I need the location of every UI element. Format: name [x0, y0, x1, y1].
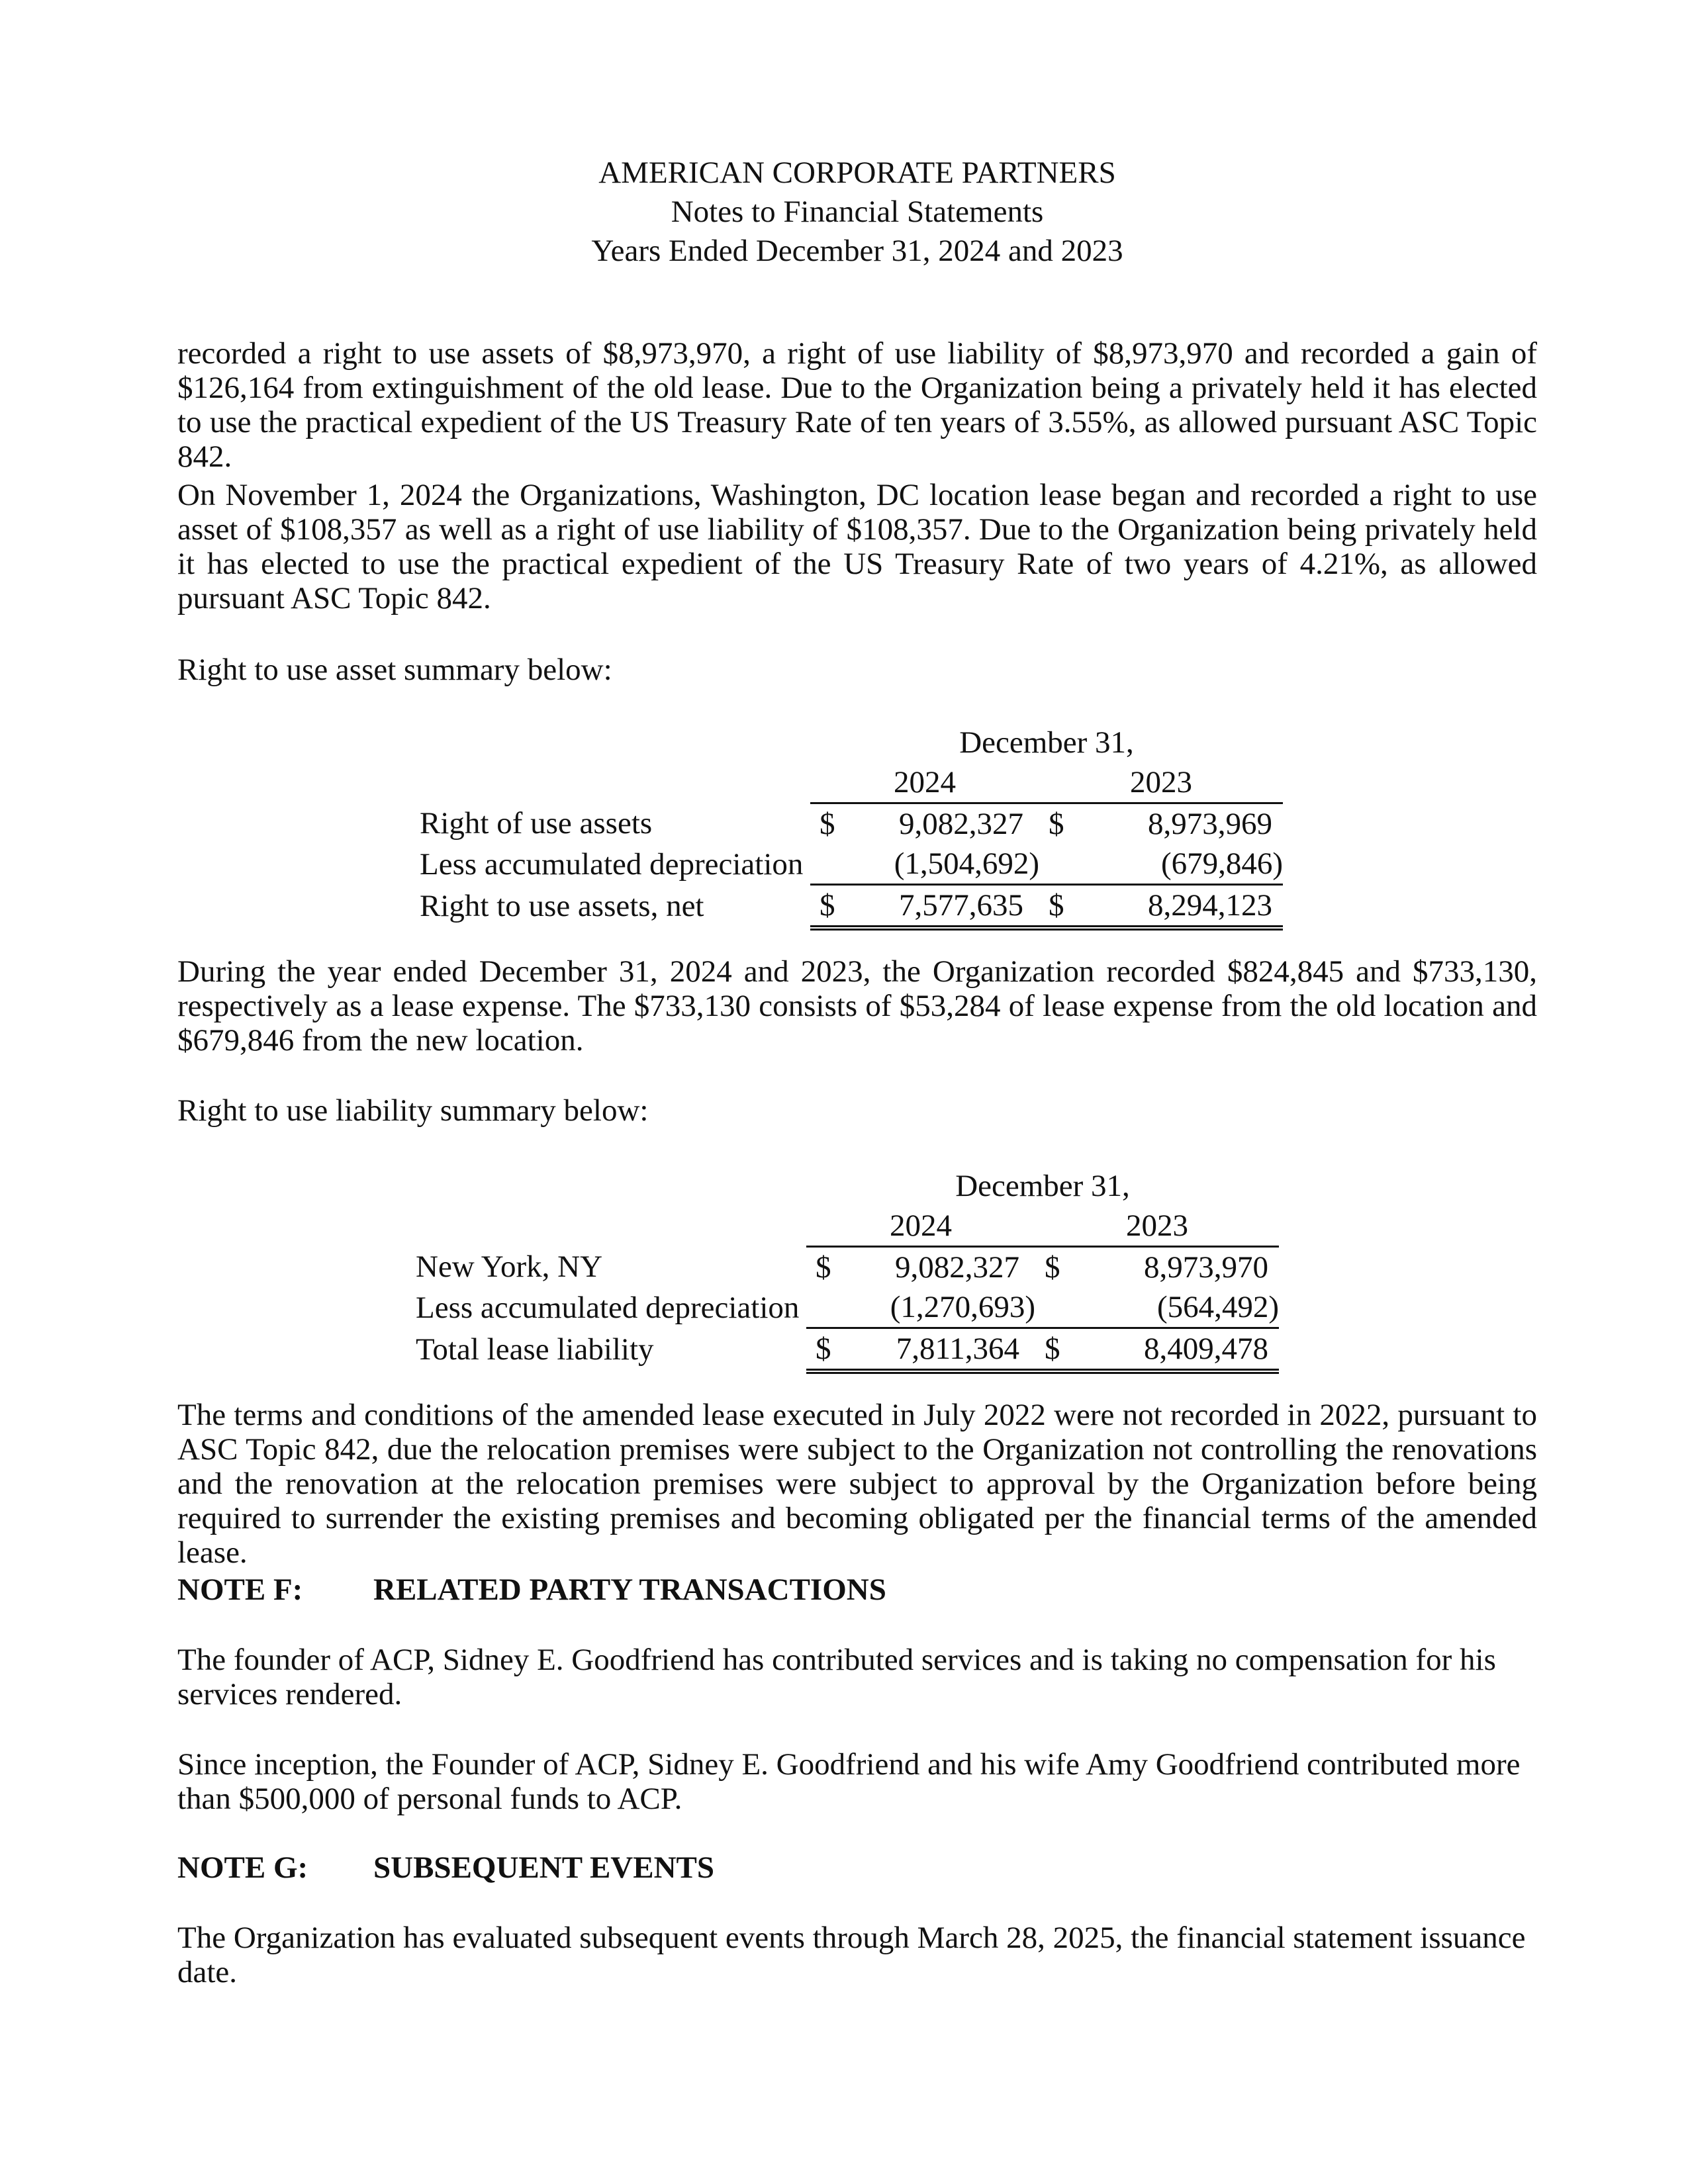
document-title: Notes to Financial Statements — [671, 195, 1044, 229]
currency-symbol: $ — [806, 1328, 854, 1372]
asset-summary-table — [420, 723, 1283, 931]
value-2023: 8,973,970 — [1144, 1250, 1268, 1285]
currency-symbol — [810, 844, 858, 885]
value-2023: 8,409,478 — [1083, 1328, 1279, 1372]
currency-symbol: $ — [820, 807, 835, 841]
note-g-title: SUBSEQUENT EVENTS — [373, 1850, 715, 1885]
table-period-row — [416, 1166, 1279, 1206]
currency-symbol: $ — [1035, 1328, 1083, 1372]
org-name: AMERICAN CORPORATE PARTNERS — [598, 156, 1116, 190]
value-2024: 9,082,327 — [899, 807, 1023, 841]
note-f-paragraph-2: Since inception, the Founder of ACP, Sidney E. Goodfriend and his wife Amy Goodfriend contributed more than $500,000 of personal funds to ACP. — [177, 1747, 1521, 1816]
value-2024: 7,577,635 — [858, 885, 1039, 929]
table-total-row — [416, 1328, 1279, 1372]
liability-summary-intro: Right to use liability summary below: — [177, 1093, 649, 1128]
currency-symbol: $ — [816, 1250, 831, 1285]
value-2024: 9,082,327 — [895, 1250, 1019, 1285]
year-2023-header: 2023 — [1039, 762, 1283, 803]
reporting-period: Years Ended December 31, 2024 and 2023 — [591, 234, 1123, 268]
value-2024: (1,504,692) — [858, 844, 1039, 885]
table-year-row — [416, 1206, 1279, 1247]
currency-symbol: $ — [810, 885, 858, 929]
note-f-title: RELATED PARTY TRANSACTIONS — [373, 1572, 886, 1607]
currency-symbol: $ — [1049, 807, 1064, 841]
table-year-row — [420, 762, 1283, 803]
period-header: December 31, — [959, 725, 1134, 760]
row-label: Total lease liability — [416, 1332, 654, 1367]
note-f-number: NOTE F: — [177, 1572, 303, 1607]
note-g-paragraph: The Organization has evaluated subsequent events through March 28, 2025, the financial statement issuance date. — [177, 1921, 1526, 1989]
value-2023: 8,294,123 — [1087, 885, 1283, 929]
note-g-heading — [177, 1850, 714, 1885]
currency-symbol — [1035, 1287, 1083, 1328]
currency-symbol — [1039, 844, 1087, 885]
year-2023-header: 2023 — [1035, 1206, 1279, 1247]
note-g-number: NOTE G: — [177, 1850, 308, 1885]
table-total-row — [420, 885, 1283, 929]
page-header — [177, 154, 1537, 271]
value-2023: 8,973,969 — [1148, 807, 1272, 841]
row-label: Less accumulated depreciation — [420, 846, 804, 882]
table-period-row — [420, 723, 1283, 762]
lease-paragraph-1: recorded a right to use assets of $8,973,970, a right of use liability of $8,973,970 and recorded a gain of $126,164 from extinguishment of the old lease. Due to the Organization being a privately held it has elected to use the practical expedient of the US Treasury Rate of ten years of 3.55%, as allowed pursuant ASC Topic 842. — [177, 336, 1537, 474]
currency-symbol — [806, 1287, 854, 1328]
period-header: December 31, — [955, 1169, 1130, 1203]
year-2024-header: 2024 — [810, 762, 1039, 803]
table-row — [420, 844, 1283, 885]
currency-symbol: $ — [1039, 885, 1087, 929]
note-f-heading — [177, 1572, 886, 1607]
value-2023: (679,846) — [1087, 844, 1283, 885]
value-2024: (1,270,693) — [854, 1287, 1035, 1328]
year-2024-header: 2024 — [806, 1206, 1035, 1247]
note-f-paragraph-1: The founder of ACP, Sidney E. Goodfriend has contributed services and is taking no compensation for his services rendered. — [177, 1643, 1496, 1711]
table-row — [420, 803, 1283, 844]
row-label: Less accumulated depreciation — [416, 1290, 800, 1325]
value-2024: 7,811,364 — [854, 1328, 1035, 1372]
table-row — [416, 1287, 1279, 1328]
row-label: Right of use assets — [420, 806, 653, 841]
value-2023: (564,492) — [1083, 1287, 1279, 1328]
lease-paragraph-2: On November 1, 2024 the Organizations, Washington, DC location lease began and recorded a right to use asset of $108,357 as well as a right of use liability of $108,357. Due to the Organization being privately held it has elected to use the practical expedient of the US Treasury Rate of two years of 4.21%, as allowed pursuant ASC Topic 842. — [177, 478, 1537, 615]
row-label: New York, NY — [416, 1250, 603, 1285]
row-label: Right to use assets, net — [420, 889, 704, 924]
liability-summary-table — [416, 1166, 1279, 1374]
table-row — [416, 1247, 1279, 1288]
amended-lease-paragraph: The terms and conditions of the amended lease executed in July 2022 were not recorded in 2022, pursuant to ASC Topic 842, due the relocation premises were subject to the Organization not controlling the renovations and the renovation at the relocation premises were subject to approval by the Organization before being required to surrender the existing premises and becoming obligated per the financial terms of the amended lease. — [177, 1398, 1537, 1570]
asset-summary-intro: Right to use asset summary below: — [177, 653, 612, 687]
currency-symbol: $ — [1045, 1250, 1060, 1285]
lease-expense-paragraph: During the year ended December 31, 2024 and 2023, the Organization recorded $824,845 and $733,130, respectively as a lease expense. The $733,130 consists of $53,284 of lease expense from the old location and $679,846 from the new location. — [177, 954, 1537, 1058]
